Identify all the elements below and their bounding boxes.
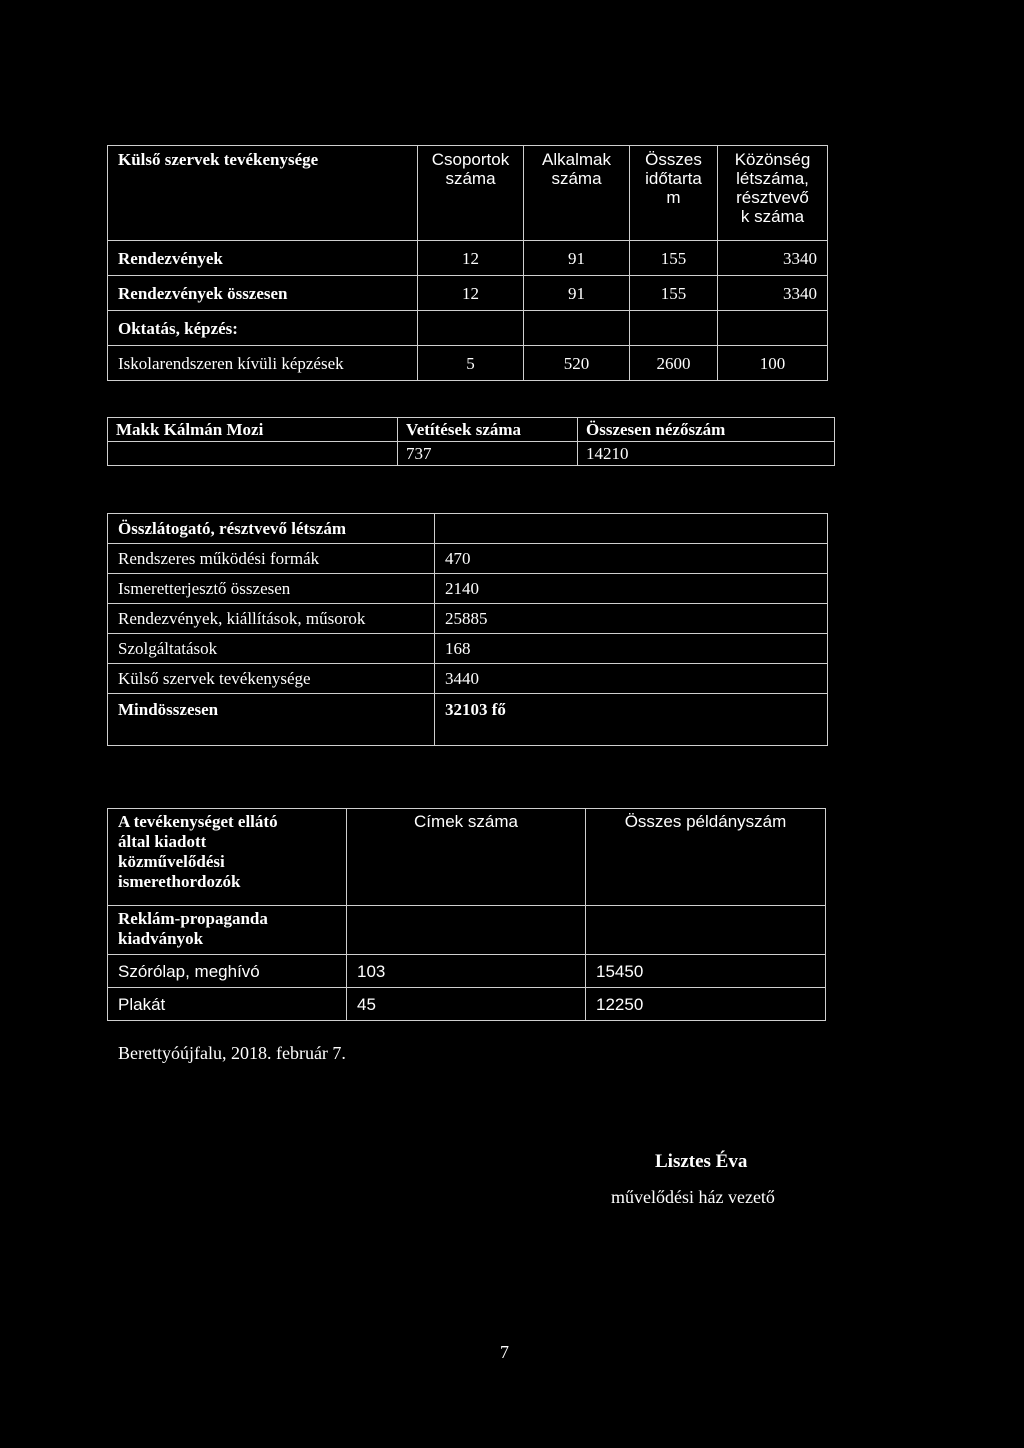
duration-cell: 2600 bbox=[630, 346, 718, 381]
value-cell: 2140 bbox=[435, 574, 828, 604]
row-label: Szórólap, meghívó bbox=[108, 955, 347, 988]
header-screenings-count: Vetítések száma bbox=[398, 418, 578, 442]
page-number: 7 bbox=[500, 1342, 509, 1362]
header-external-activities: Külső szervek tevékenysége bbox=[108, 146, 418, 241]
empty-cell bbox=[347, 906, 586, 955]
header-total-duration: Összes időtarta m bbox=[630, 146, 718, 241]
table-header-row bbox=[108, 418, 835, 442]
duration-cell: 155 bbox=[630, 276, 718, 311]
visitor-totals-table bbox=[107, 513, 828, 746]
table-row bbox=[108, 346, 828, 381]
empty-cell bbox=[586, 906, 826, 955]
signer-name: Lisztes Éva bbox=[655, 1151, 748, 1172]
row-label: Rendezvények összesen bbox=[108, 276, 418, 311]
header-total-copies: Összes példányszám bbox=[586, 809, 826, 906]
audience-cell: 3340 bbox=[718, 241, 828, 276]
groups-cell bbox=[418, 311, 524, 346]
subheader-promo-publications: Reklám-propaganda kiadványok bbox=[108, 906, 347, 955]
header-publications: A tevékenységet ellátó által kiadott közművelődési ismerethordozók bbox=[108, 809, 347, 906]
header-titles-count: Címek száma bbox=[347, 809, 586, 906]
table-header-row bbox=[108, 514, 828, 544]
header-cinema-name: Makk Kálmán Mozi bbox=[108, 418, 398, 442]
table-row bbox=[108, 634, 828, 664]
table-title: Összlátogató, résztvevő létszám bbox=[108, 514, 435, 544]
audience-cell bbox=[718, 311, 828, 346]
row-label: Plakát bbox=[108, 988, 347, 1021]
occasions-cell: 91 bbox=[524, 241, 630, 276]
table-header-row bbox=[108, 146, 828, 241]
row-label: Rendezvények, kiállítások, műsorok bbox=[108, 604, 435, 634]
groups-cell: 5 bbox=[418, 346, 524, 381]
table-row bbox=[108, 241, 828, 276]
row-label: Ismeretterjesztő összesen bbox=[108, 574, 435, 604]
cinema-table bbox=[107, 417, 835, 466]
table-row bbox=[108, 988, 826, 1021]
header-occasions-count: Alkalmak száma bbox=[524, 146, 630, 241]
audience-cell: 100 bbox=[718, 346, 828, 381]
row-label: Külső szervek tevékenysége bbox=[108, 664, 435, 694]
duration-cell: 155 bbox=[630, 241, 718, 276]
external-activities-table bbox=[107, 145, 828, 381]
table-row bbox=[108, 694, 828, 746]
occasions-cell: 91 bbox=[524, 276, 630, 311]
header-total-viewers: Összesen nézőszám bbox=[578, 418, 835, 442]
table-row bbox=[108, 276, 828, 311]
screenings-cell: 737 bbox=[398, 442, 578, 466]
table-header-row bbox=[108, 809, 826, 906]
row-label: Rendezvények bbox=[108, 241, 418, 276]
grand-total-label: Mindösszesen bbox=[108, 694, 435, 746]
groups-cell: 12 bbox=[418, 276, 524, 311]
table-row bbox=[108, 311, 828, 346]
audience-cell: 3340 bbox=[718, 276, 828, 311]
table-row bbox=[108, 664, 828, 694]
titles-cell: 103 bbox=[347, 955, 586, 988]
row-label bbox=[108, 442, 398, 466]
header-groups-count: Csoportok száma bbox=[418, 146, 524, 241]
empty-cell bbox=[435, 514, 828, 544]
duration-cell bbox=[630, 311, 718, 346]
value-cell: 3440 bbox=[435, 664, 828, 694]
table-row bbox=[108, 574, 828, 604]
value-cell: 168 bbox=[435, 634, 828, 664]
row-label: Oktatás, képzés: bbox=[108, 311, 418, 346]
groups-cell: 12 bbox=[418, 241, 524, 276]
table-subheader-row bbox=[108, 906, 826, 955]
row-label: Iskolarendszeren kívüli képzések bbox=[108, 346, 418, 381]
row-label: Szolgáltatások bbox=[108, 634, 435, 664]
occasions-cell bbox=[524, 311, 630, 346]
signer-role: művelődési ház vezető bbox=[611, 1187, 775, 1207]
occasions-cell: 520 bbox=[524, 346, 630, 381]
publications-table bbox=[107, 808, 826, 1021]
copies-cell: 12250 bbox=[586, 988, 826, 1021]
table-row bbox=[108, 544, 828, 574]
viewers-cell: 14210 bbox=[578, 442, 835, 466]
grand-total-value: 32103 fő bbox=[435, 694, 828, 746]
place-and-date: Berettyóújfalu, 2018. február 7. bbox=[118, 1043, 346, 1063]
table-row bbox=[108, 604, 828, 634]
copies-cell: 15450 bbox=[586, 955, 826, 988]
value-cell: 25885 bbox=[435, 604, 828, 634]
header-audience-count: Közönség létszáma, résztvevő k száma bbox=[718, 146, 828, 241]
titles-cell: 45 bbox=[347, 988, 586, 1021]
value-cell: 470 bbox=[435, 544, 828, 574]
table-row bbox=[108, 955, 826, 988]
table-row bbox=[108, 442, 835, 466]
row-label: Rendszeres működési formák bbox=[108, 544, 435, 574]
